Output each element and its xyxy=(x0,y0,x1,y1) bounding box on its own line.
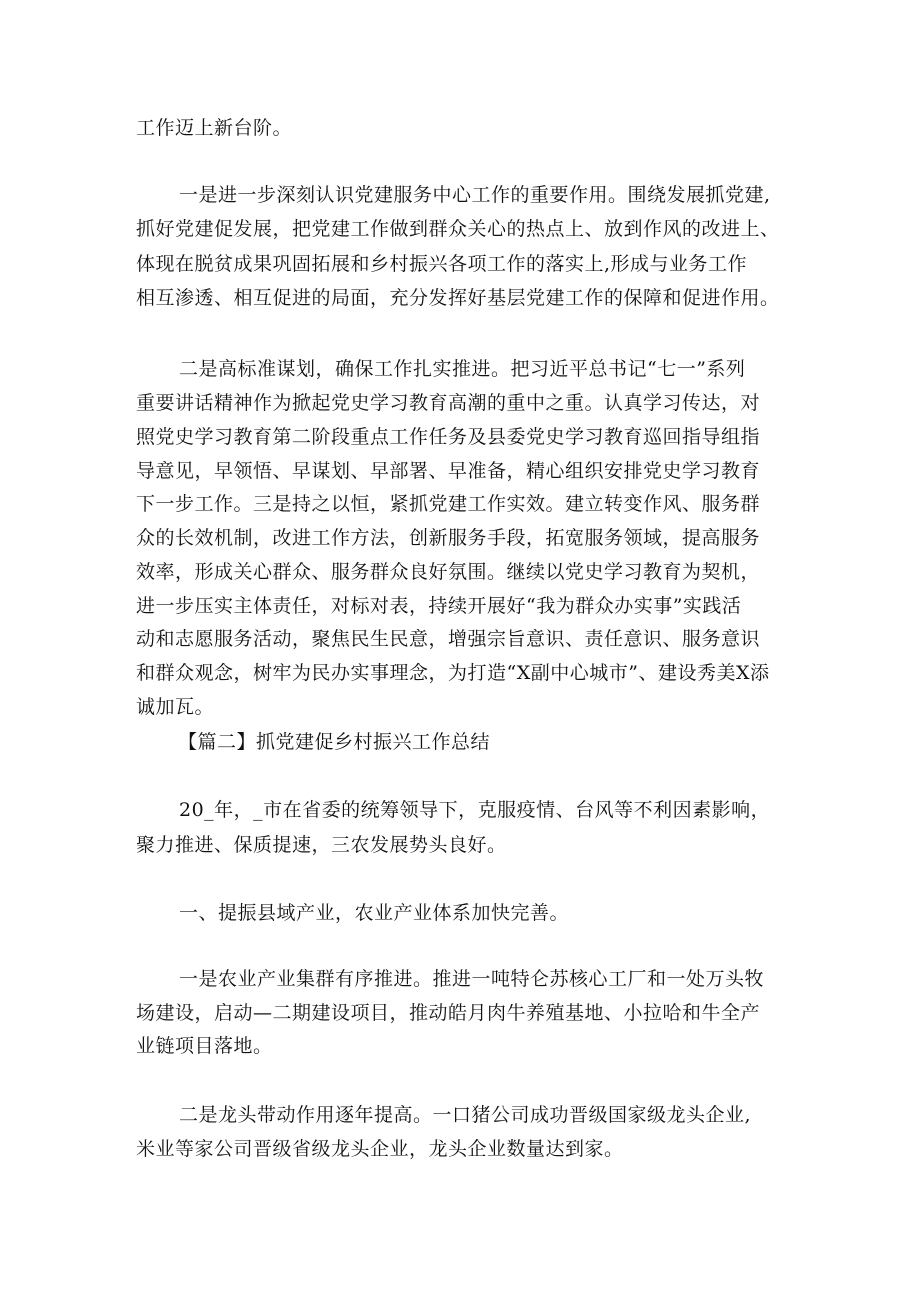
para2-line-3: 照党史学习教育第二阶段重点工作任务及县委党史学习教育巡回指导组指 xyxy=(136,426,761,448)
para2-line-7: 效率，形成关心群众、服务群众良好氛围。继续以党史学习教育为契机， xyxy=(136,561,761,583)
para2-line-9: 动和志愿服务活动，聚焦民生民意，增强宗旨意识、责任意识、服务意识 xyxy=(136,628,761,650)
para6-line-2: 米业等家公司晋级省级龙头企业，龙头企业数量达到家。 xyxy=(136,1138,624,1160)
para2-line-8: 进一步压实主体责任，对标对表，持续开展好“我为群众办实事”实践活 xyxy=(136,595,742,617)
para2-line-5: 下一步工作。三是持之以恒，紧抓党建工作实效。建立转变作风、服务群 xyxy=(136,493,761,515)
para2-line-11: 诚加瓦。 xyxy=(136,696,215,718)
para5-line-2: 场建设，启动—二期建设项目，推动皓月肉牛养殖基地、小拉哈和牛全产 xyxy=(136,1002,761,1024)
para6-line-1: 二是龙头带动作用逐年提高。一口猪公司成功晋级国家级龙头企业, xyxy=(179,1104,752,1126)
para2-line-10: 和群众观念，树牢为民办实事理念，为打造“X副中心城市”、建设秀美X添 xyxy=(136,662,770,684)
para3-line-2: 聚力推进、保质提速，三农发展势头良好。 xyxy=(136,834,507,856)
section-heading: 【篇二】抓党建促乡村振兴工作总结 xyxy=(178,731,491,753)
para1-line-1: 一是进一步深刻认识党建服务中心工作的重要作用。围绕发展抓党建, xyxy=(179,184,771,206)
para2-line-1: 二是高标准谋划，确保工作扎实推进。把习近平总书记“七一”系列 xyxy=(179,358,746,380)
para1-line-2: 抓好党建促发展，把党建工作做到群众关心的热点上、放到作风的改进上、 xyxy=(136,218,780,240)
intro-line: 工作迈上新台阶。 xyxy=(136,117,293,139)
para5-line-3: 业链项目落地。 xyxy=(136,1035,273,1057)
para2-line-2: 重要讲话精神作为掀起党史学习教育高潮的重中之重。认真学习传达，对 xyxy=(136,392,761,414)
para5-line-1: 一是农业产业集群有序推进。推进一吨特仑苏核心工厂和一处万头牧 xyxy=(179,968,765,990)
para2-line-4: 导意见，早领悟、早谋划、早部署、早准备，精心组织安排党史学习教育 xyxy=(136,460,761,482)
para1-line-4: 相互渗透、相互促进的局面，充分发挥好基层党建工作的保障和促进作用。 xyxy=(136,287,780,309)
para4-line-1: 一、提振县域产业，农业产业体系加快完善。 xyxy=(179,902,570,924)
para1-line-3: 体现在脱贫成果巩固拓展和乡村振兴各项工作的落实上,形成与业务工作 xyxy=(136,253,748,275)
para2-line-6: 众的长效机制，改进工作方法，创新服务手段，拓宽服务领域，提高服务 xyxy=(136,527,761,549)
para3-line-1: 20_年，_市在省委的统筹领导下，克服疫情、台风等不利因素影响， xyxy=(179,799,771,821)
